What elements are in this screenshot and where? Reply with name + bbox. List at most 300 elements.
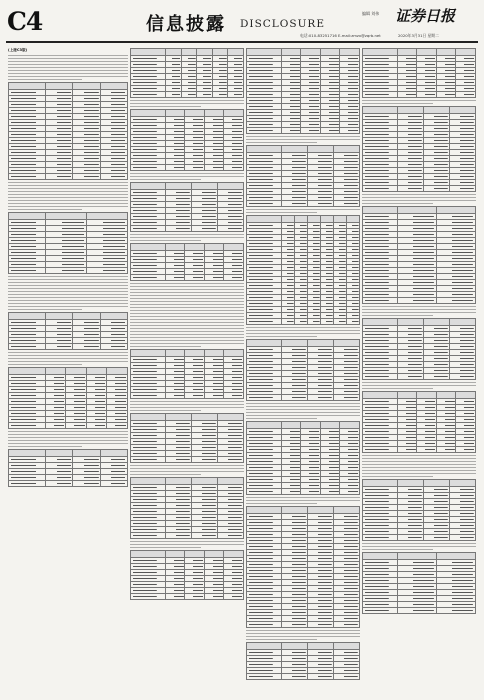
- text-line: [8, 279, 128, 280]
- text-paragraph: [246, 209, 360, 213]
- text-line: [8, 70, 128, 71]
- text-line: [362, 473, 476, 474]
- column-heading: (上接C3版): [8, 48, 28, 52]
- table-cell: [107, 423, 128, 429]
- text-line: [130, 304, 244, 305]
- table-cell: [9, 481, 46, 487]
- table-cell: [86, 368, 107, 375]
- text-line: [8, 443, 128, 444]
- table-cell: [333, 674, 359, 680]
- table-cell: [281, 395, 307, 401]
- text-line: [130, 295, 244, 296]
- text-paragraph: [8, 276, 128, 310]
- data-table: [8, 367, 128, 429]
- text-line: [8, 300, 128, 301]
- table-cell: [320, 216, 333, 223]
- table-row: [247, 395, 360, 401]
- table-cell: [247, 422, 282, 429]
- text-paragraph: [362, 306, 476, 316]
- table-cell: [307, 216, 320, 223]
- text-line: [362, 200, 476, 201]
- table-cell: [436, 298, 475, 304]
- table-cell: [340, 128, 360, 134]
- text-line: [362, 549, 433, 550]
- contact-info: 电话:010-83251716 E-mail:zmzx@zqrb.net: [300, 33, 381, 38]
- table-cell: [247, 395, 282, 401]
- table-cell: [307, 643, 333, 650]
- text-line: [246, 412, 360, 413]
- table-cell: [247, 622, 282, 628]
- table-cell: [73, 83, 100, 90]
- table-row: [131, 226, 244, 232]
- table-row: [9, 83, 128, 90]
- text-line: [8, 64, 128, 65]
- table-cell: [204, 244, 224, 251]
- text-line: [246, 333, 360, 334]
- text-paragraph: [8, 55, 128, 80]
- text-line: [8, 361, 128, 362]
- text-line: [8, 276, 128, 277]
- table-cell: [281, 674, 307, 680]
- text-paragraph: [246, 497, 360, 504]
- column-2: [130, 46, 244, 696]
- text-line: [362, 546, 476, 547]
- text-line: [130, 410, 201, 411]
- table-row: [131, 244, 244, 251]
- data-table: [246, 642, 360, 680]
- table-cell: [397, 535, 423, 541]
- table-cell: [320, 422, 340, 429]
- table-cell: [281, 216, 294, 223]
- table-cell: [281, 489, 301, 495]
- table-cell: [73, 481, 100, 487]
- table-cell: [224, 551, 244, 558]
- text-line: [8, 185, 128, 186]
- data-table: [362, 479, 476, 541]
- table-row: [131, 478, 244, 485]
- text-line: [130, 176, 244, 177]
- table-cell: [165, 457, 191, 463]
- table-cell: [294, 319, 307, 325]
- text-line: [362, 203, 433, 204]
- table-cell: [363, 319, 398, 326]
- text-line: [8, 434, 128, 435]
- table-row: [363, 535, 476, 541]
- table-cell: [191, 226, 217, 232]
- text-line: [130, 465, 244, 466]
- text-line: [246, 636, 360, 637]
- table-cell: [131, 533, 166, 539]
- table-cell: [301, 422, 321, 429]
- table-cell: [301, 489, 321, 495]
- table-cell: [131, 551, 166, 558]
- table-cell: [456, 392, 476, 399]
- table-row: [9, 481, 128, 487]
- table-cell: [363, 480, 398, 487]
- table-cell: [320, 49, 340, 56]
- table-row: [363, 298, 476, 304]
- table-cell: [9, 174, 46, 180]
- text-line: [246, 142, 317, 143]
- text-line: [246, 415, 360, 416]
- table-cell: [204, 275, 224, 281]
- table-row: [247, 507, 360, 514]
- table-cell: [73, 174, 100, 180]
- table-row: [131, 350, 244, 357]
- table-cell: [436, 207, 475, 214]
- table-cell: [224, 393, 244, 399]
- text-line: [8, 446, 82, 447]
- table-cell: [217, 414, 243, 421]
- table-cell: [204, 110, 224, 117]
- table-cell: [307, 201, 333, 207]
- table-row: [247, 49, 360, 56]
- table-cell: [333, 507, 359, 514]
- table-row: [9, 174, 128, 180]
- table-row: [9, 423, 128, 429]
- text-line: [362, 312, 476, 313]
- text-line: [8, 294, 128, 295]
- text-line: [8, 197, 128, 198]
- table-cell: [165, 594, 185, 600]
- data-table: [246, 215, 360, 325]
- table-cell: [185, 393, 205, 399]
- table-cell: [165, 551, 185, 558]
- text-line: [8, 288, 128, 289]
- data-table: [246, 339, 360, 401]
- text-paragraph: [246, 403, 360, 419]
- table-cell: [131, 478, 166, 485]
- table-cell: [423, 319, 449, 326]
- text-line: [130, 343, 244, 344]
- table-cell: [449, 374, 475, 380]
- table-cell: [397, 319, 423, 326]
- data-table: [246, 421, 360, 495]
- table-row: [247, 340, 360, 347]
- text-line: [246, 336, 317, 337]
- table-cell: [224, 594, 244, 600]
- text-line: [130, 337, 244, 338]
- table-cell: [185, 350, 205, 357]
- table-cell: [45, 174, 72, 180]
- data-table: [362, 391, 476, 453]
- text-line: [8, 61, 128, 62]
- text-paragraph: [130, 283, 244, 347]
- table-row: [363, 92, 476, 98]
- text-line: [130, 325, 244, 326]
- data-table: [246, 506, 360, 628]
- table-row: [363, 319, 476, 326]
- text-line: [130, 240, 201, 241]
- text-paragraph: [362, 382, 476, 389]
- text-line: [246, 139, 360, 140]
- text-line: [246, 406, 360, 407]
- table-cell: [45, 368, 66, 375]
- table-cell: [436, 553, 475, 560]
- table-cell: [86, 213, 127, 220]
- table-cell: [333, 643, 359, 650]
- table-cell: [165, 414, 191, 421]
- text-line: [8, 352, 128, 353]
- text-line: [130, 547, 201, 548]
- text-line: [8, 291, 128, 292]
- table-cell: [131, 350, 166, 357]
- text-line: [362, 103, 433, 104]
- text-line: [362, 461, 476, 462]
- text-line: [130, 286, 244, 287]
- table-row: [131, 594, 244, 600]
- newspaper-logo: 证券日报: [395, 7, 456, 25]
- table-cell: [436, 447, 456, 453]
- table-cell: [417, 392, 437, 399]
- data-table: [362, 106, 476, 192]
- text-line: [130, 340, 244, 341]
- table-cell: [363, 553, 398, 560]
- table-cell: [9, 213, 46, 220]
- table-cell: [100, 83, 127, 90]
- table-cell: [363, 107, 398, 114]
- table-row: [247, 643, 360, 650]
- data-table: [130, 413, 244, 463]
- data-table: [130, 48, 244, 98]
- table-cell: [191, 478, 217, 485]
- table-row: [9, 344, 128, 350]
- text-line: [130, 298, 244, 299]
- table-cell: [86, 268, 127, 274]
- data-table: [362, 318, 476, 380]
- text-paragraph: [130, 173, 244, 180]
- table-cell: [217, 183, 243, 190]
- table-cell: [247, 507, 282, 514]
- table-cell: [247, 674, 282, 680]
- table-cell: [456, 49, 476, 56]
- table-cell: [131, 183, 166, 190]
- text-line: [246, 503, 317, 504]
- table-cell: [217, 478, 243, 485]
- text-line: [130, 289, 244, 290]
- text-line: [130, 346, 201, 347]
- text-line: [8, 282, 128, 283]
- table-cell: [204, 551, 224, 558]
- table-cell: [281, 319, 294, 325]
- text-line: [8, 303, 128, 304]
- table-row: [9, 268, 128, 274]
- data-table: [130, 109, 244, 171]
- text-line: [246, 403, 360, 404]
- table-cell: [165, 533, 191, 539]
- text-line: [246, 212, 317, 213]
- table-cell: [66, 368, 87, 375]
- table-cell: [417, 49, 437, 56]
- table-cell: [9, 313, 46, 320]
- table-cell: [165, 393, 185, 399]
- text-line: [246, 418, 317, 419]
- data-table: [362, 48, 476, 98]
- table-cell: [204, 393, 224, 399]
- table-cell: [9, 268, 46, 274]
- text-paragraph: [130, 465, 244, 475]
- text-line: [130, 474, 201, 475]
- column-3: [246, 46, 360, 696]
- table-cell: [131, 226, 166, 232]
- table-cell: [456, 92, 476, 98]
- table-cell: [307, 507, 333, 514]
- table-cell: [307, 674, 333, 680]
- table-row: [9, 313, 128, 320]
- text-line: [130, 310, 244, 311]
- text-paragraph: [362, 100, 476, 104]
- text-line: [130, 331, 244, 332]
- text-line: [8, 191, 128, 192]
- table-cell: [45, 83, 72, 90]
- table-cell: [107, 368, 128, 375]
- table-cell: [449, 535, 475, 541]
- table-cell: [131, 414, 166, 421]
- page-header: [0, 0, 484, 44]
- text-line: [130, 301, 244, 302]
- table-cell: [340, 422, 360, 429]
- table-cell: [185, 551, 205, 558]
- table-cell: [333, 622, 359, 628]
- data-table: [130, 182, 244, 232]
- table-cell: [363, 608, 398, 614]
- table-cell: [45, 344, 72, 350]
- table-cell: [131, 165, 166, 171]
- text-line: [246, 327, 360, 328]
- text-paragraph: [130, 100, 244, 107]
- table-row: [247, 489, 360, 495]
- table-cell: [45, 481, 72, 487]
- table-cell: [333, 319, 346, 325]
- table-cell: [363, 49, 398, 56]
- text-line: [8, 358, 128, 359]
- text-line: [8, 182, 128, 183]
- table-cell: [45, 213, 86, 220]
- data-table: [8, 212, 128, 274]
- table-cell: [333, 201, 359, 207]
- table-cell: [197, 49, 213, 56]
- text-line: [8, 306, 128, 307]
- table-cell: [212, 92, 228, 98]
- text-line: [8, 73, 128, 74]
- table-cell: [423, 186, 449, 192]
- table-cell: [423, 374, 449, 380]
- table-cell: [281, 49, 301, 56]
- table-cell: [247, 216, 282, 223]
- text-line: [8, 55, 128, 56]
- table-row: [247, 622, 360, 628]
- table-cell: [181, 92, 197, 98]
- text-line: [8, 58, 128, 59]
- table-cell: [45, 268, 86, 274]
- table-cell: [217, 533, 243, 539]
- table-cell: [449, 186, 475, 192]
- table-cell: [333, 395, 359, 401]
- table-cell: [307, 319, 320, 325]
- data-table: [362, 552, 476, 614]
- text-line: [130, 328, 244, 329]
- text-line: [130, 103, 244, 104]
- table-cell: [191, 457, 217, 463]
- text-line: [246, 497, 360, 498]
- data-table: [8, 82, 128, 180]
- table-cell: [204, 165, 224, 171]
- text-paragraph: [362, 543, 476, 550]
- table-cell: [191, 414, 217, 421]
- table-cell: [397, 608, 436, 614]
- text-line: [362, 197, 476, 198]
- table-cell: [363, 374, 398, 380]
- table-row: [363, 447, 476, 453]
- table-cell: [307, 340, 333, 347]
- table-cell: [73, 313, 100, 320]
- text-line: [130, 471, 244, 472]
- table-row: [131, 551, 244, 558]
- data-table: [362, 206, 476, 304]
- table-cell: [363, 186, 398, 192]
- table-cell: [320, 489, 340, 495]
- table-cell: [165, 275, 185, 281]
- text-line: [8, 364, 82, 365]
- data-table: [130, 477, 244, 539]
- table-cell: [281, 340, 307, 347]
- text-line: [8, 206, 128, 207]
- text-line: [8, 437, 128, 438]
- table-cell: [397, 92, 417, 98]
- text-line: [130, 468, 244, 469]
- text-line: [130, 401, 244, 402]
- table-row: [247, 128, 360, 134]
- header-rule: [6, 41, 478, 43]
- table-cell: [131, 49, 166, 56]
- table-cell: [45, 450, 72, 457]
- table-cell: [224, 350, 244, 357]
- text-line: [130, 322, 244, 323]
- table-cell: [247, 49, 282, 56]
- text-line: [130, 316, 244, 317]
- table-cell: [456, 447, 476, 453]
- text-line: [362, 388, 433, 389]
- table-cell: [247, 643, 282, 650]
- table-cell: [224, 244, 244, 251]
- text-line: [130, 307, 244, 308]
- table-cell: [397, 207, 436, 214]
- table-cell: [197, 92, 213, 98]
- data-table: [130, 550, 244, 600]
- text-paragraph: [8, 352, 128, 365]
- table-cell: [281, 422, 301, 429]
- table-cell: [86, 423, 107, 429]
- table-row: [363, 207, 476, 214]
- table-cell: [294, 216, 307, 223]
- table-cell: [397, 392, 417, 399]
- table-cell: [247, 146, 282, 153]
- table-cell: [397, 298, 436, 304]
- table-cell: [423, 107, 449, 114]
- table-cell: [281, 622, 307, 628]
- table-cell: [281, 507, 307, 514]
- text-line: [8, 355, 128, 356]
- table-cell: [185, 275, 205, 281]
- table-row: [363, 186, 476, 192]
- section-title: 信息披露: [146, 14, 226, 35]
- table-row: [363, 480, 476, 487]
- text-line: [246, 633, 360, 634]
- table-row: [9, 368, 128, 375]
- text-line: [362, 458, 476, 459]
- table-cell: [9, 83, 46, 90]
- table-cell: [340, 489, 360, 495]
